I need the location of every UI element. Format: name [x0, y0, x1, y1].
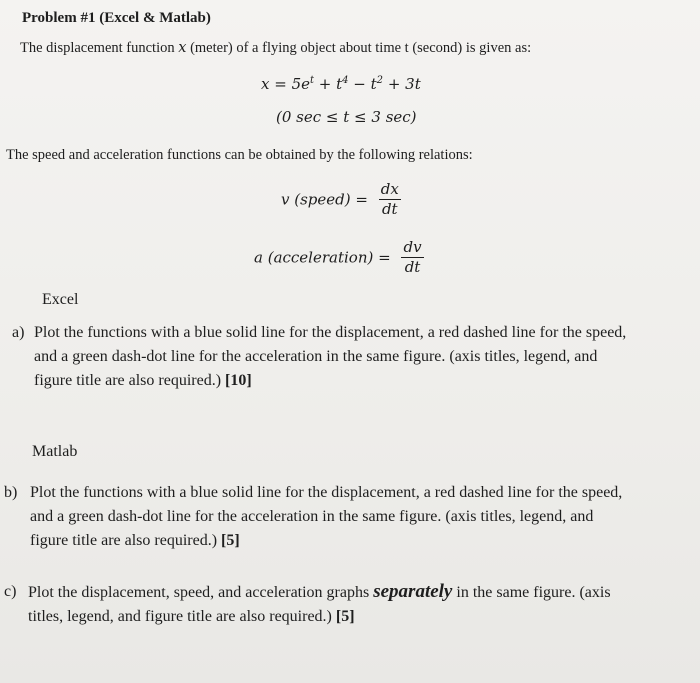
speed-denominator: dt	[381, 200, 398, 218]
question-b	[4, 481, 694, 553]
relations-text: The speed and acceleration functions can be obtained by the following relations:	[6, 147, 473, 163]
question-c-letter: c)	[4, 583, 17, 600]
eq-term-3: − t	[348, 75, 377, 93]
eq-exponent-1: t	[309, 75, 315, 86]
eq-term-4: + 3t	[383, 75, 421, 93]
eq-exponent-2: 4	[342, 75, 349, 86]
question-c-line-1-post: in the same figure. (axis	[456, 584, 611, 601]
question-b-points: [5]	[221, 532, 240, 549]
matlab-heading: Matlab	[32, 443, 78, 460]
intro-prefix: The displacement function	[20, 40, 175, 56]
question-a-line-1: Plot the functions with a blue solid line for the displacement, a red dashed line for the speed,	[34, 324, 627, 341]
acceleration-fraction	[401, 238, 423, 277]
displacement-equation	[261, 75, 421, 93]
question-c-line-1-pre: Plot the displacement, speed, and acceleration graphs	[28, 584, 370, 601]
speed-equation	[281, 180, 401, 219]
question-b-line-1: Plot the functions with a blue solid line for the displacement, a red dashed line for the speed,	[30, 484, 623, 501]
speed-fraction	[379, 180, 401, 219]
intro-suffix: (meter) of a flying object about time t (second) is given as:	[190, 40, 532, 56]
question-b-letter: b)	[4, 484, 18, 501]
acceleration-numerator: dv	[403, 238, 422, 256]
question-a	[12, 321, 688, 393]
acceleration-denominator: dt	[404, 258, 421, 276]
problem-title: Problem #1 (Excel & Matlab)	[22, 10, 211, 26]
acceleration-lhs: a (acceleration) =	[254, 248, 391, 267]
question-a-letter: a)	[12, 324, 25, 341]
acceleration-equation	[254, 238, 424, 277]
question-c-emphasis: separately	[373, 581, 453, 602]
eq-exponent-3: 2	[376, 75, 384, 86]
speed-numerator: dx	[380, 180, 399, 198]
excel-heading: Excel	[42, 291, 79, 308]
intro-variable: x	[178, 40, 187, 56]
time-range: (0 sec ≤ t ≤ 3 sec)	[276, 108, 417, 126]
question-a-line-3: figure title are also required.)	[34, 372, 222, 389]
question-a-points: [10]	[225, 372, 252, 389]
eq-term-1: x = 5e	[261, 75, 310, 93]
question-c-line-2: titles, legend, and figure title are also required.)	[28, 608, 332, 625]
question-a-line-2: and a green dash-dot line for the acceleration in the same figure. (axis titles, legend, and	[34, 348, 598, 365]
speed-lhs: v (speed) =	[281, 190, 368, 209]
question-b-line-3: figure title are also required.)	[30, 532, 218, 549]
intro-sentence	[20, 40, 531, 57]
question-c	[4, 580, 694, 629]
question-c-points: [5]	[335, 608, 355, 625]
eq-term-2: + t	[314, 75, 343, 93]
question-b-line-2: and a green dash-dot line for the acceleration in the same figure. (axis titles, legend, and	[30, 508, 594, 525]
